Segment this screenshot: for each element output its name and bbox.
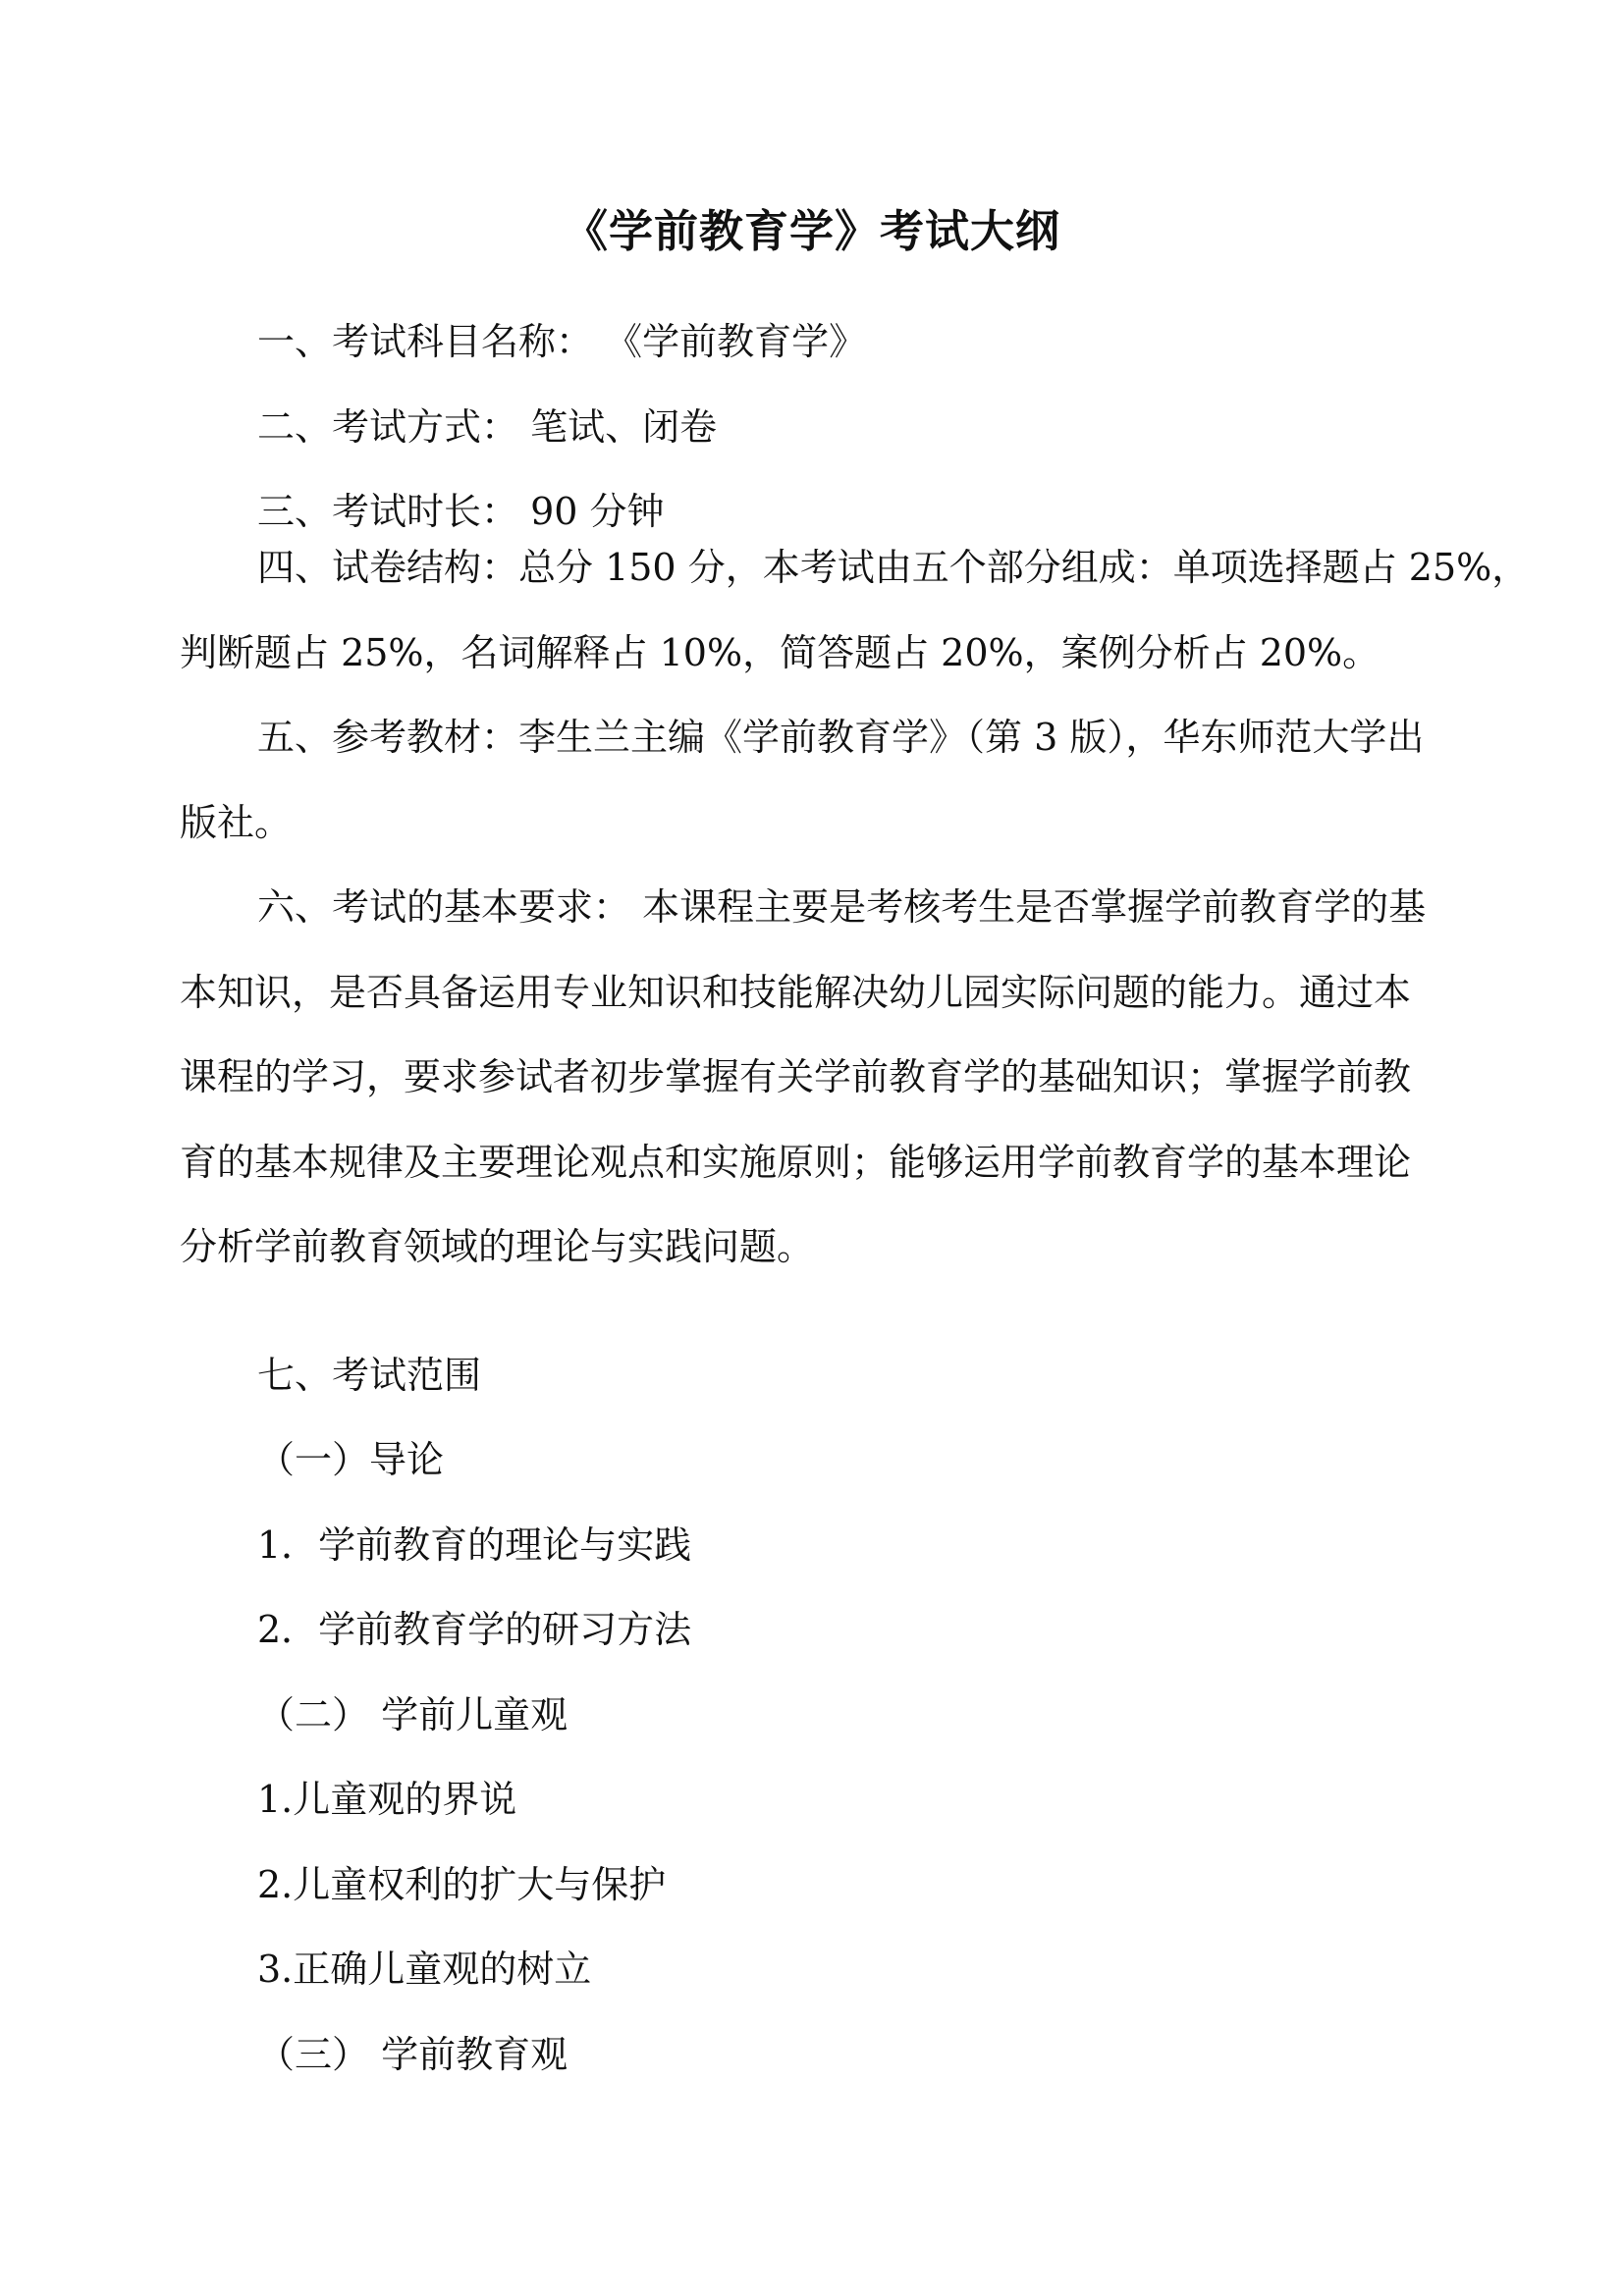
paragraph-line: 育的基本规律及主要理论观点和实施原则；能够运用学前教育学的基本理论 [180, 1140, 1412, 1184]
section-subject-name: 一、考试科目名称： 《学前教育学》 [257, 320, 867, 363]
section-reference-textbook [180, 695, 1456, 865]
scope-part1-item: 2．学前教育学的研习方法 [257, 1608, 692, 1651]
paragraph-line: 分析学前教育领域的理论与实践问题。 [180, 1225, 815, 1268]
section-exam-duration: 三、考试时长： 90 分钟 [257, 490, 665, 533]
paragraph-line: 四、试卷结构：总分 150 分，本考试由五个部分组成：单项选择题占 25%， [257, 546, 1530, 589]
scope-part1-item: 1．学前教育的理论与实践 [257, 1523, 692, 1567]
paragraph-line: 判断题占 25%，名词解释占 10%，简答题占 20%，案例分析占 20%。 [180, 630, 1380, 674]
scope-part2-item: 1.儿童观的界说 [257, 1778, 517, 1821]
paragraph-line: 版社。 [180, 800, 293, 844]
paragraph-line: 五、参考教材：李生兰主编《学前教育学》（第 3 版），华东师范大学出 [257, 716, 1425, 759]
paragraph-line: 本知识，是否具备运用专业知识和技能解决幼儿园实际问题的能力。通过本 [180, 970, 1412, 1014]
scope-part2-item: 3.正确儿童观的树立 [257, 1948, 592, 1991]
paragraph-line: 六、考试的基本要求： 本课程主要是考核考生是否掌握学前教育学的基 [257, 885, 1427, 929]
scope-part1-heading: （一）导论 [257, 1438, 445, 1481]
paragraph-line: 课程的学习，要求参试者初步掌握有关学前教育学的基础知识；掌握学前教 [180, 1055, 1412, 1098]
scope-part3-heading: （三） 学前教育观 [257, 2033, 568, 2076]
section-paper-structure [180, 525, 1530, 695]
document-title: 《学前教育学》考试大纲 [563, 205, 1060, 257]
scope-part2-item: 2.儿童权利的扩大与保护 [257, 1863, 667, 1906]
section-basic-requirements [180, 865, 1456, 1290]
section-exam-format: 二、考试方式： 笔试、闭卷 [257, 405, 718, 449]
section-exam-scope: 七、考试范围 [257, 1354, 482, 1397]
scope-part2-heading: （二） 学前儿童观 [257, 1693, 568, 1736]
